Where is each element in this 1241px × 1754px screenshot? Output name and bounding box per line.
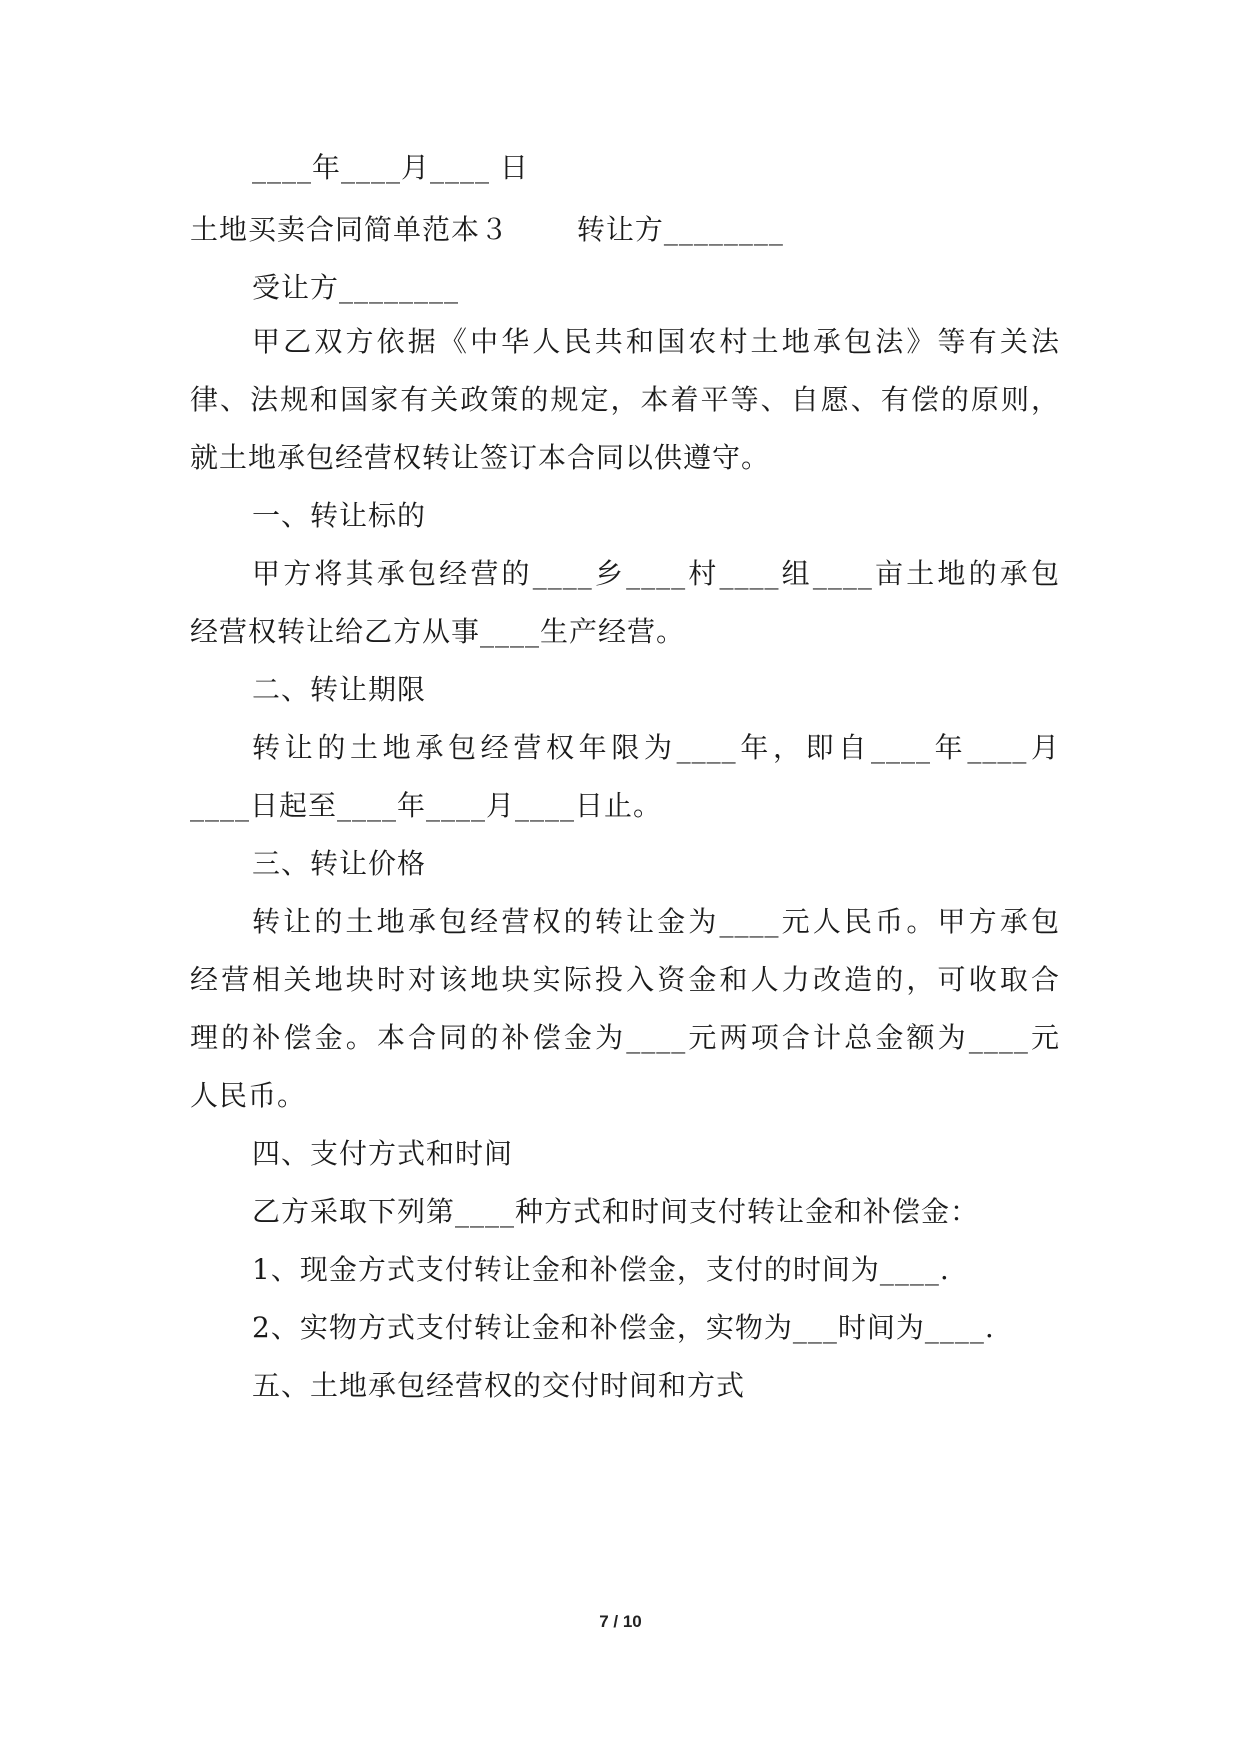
paragraph-line: 转让的土地承包经营权的转让金为____元人民币。甲方承包	[252, 905, 1060, 938]
paragraph-line: 甲方将其承包经营的____乡____村____组____亩土地的承包	[252, 557, 1060, 590]
paragraph-line: 理的补偿金。本合同的补偿金为____元两项合计总金额为____元	[190, 1021, 1060, 1054]
list-item: 2、实物方式支付转让金和补偿金，实物为___时间为____.	[252, 1311, 995, 1344]
paragraph-line: 甲乙双方依据《中华人民共和国农村土地承包法》等有关法	[252, 325, 1060, 358]
list-item: 1、现金方式支付转让金和补偿金，支付的时间为____.	[252, 1253, 950, 1286]
section-heading: 二、转让期限	[252, 673, 427, 706]
paragraph-line: 转让的土地承包经营权年限为____年，即自____年____月	[252, 731, 1060, 764]
paragraph-line: 经营权转让给乙方从事____生产经营。	[190, 615, 686, 648]
paragraph-line: 经营相关地块时对该地块实际投入资金和人力改造的，可收取合	[190, 963, 1060, 996]
paragraph-line: 人民币。	[190, 1079, 307, 1112]
paragraph-line: ____日起至____年____月____日止。	[190, 789, 663, 822]
paragraph-line: 就土地承包经营权转让签订本合同以供遵守。	[190, 441, 771, 474]
contract-title-line: 土地买卖合同简单范本３ 转让方________	[190, 213, 784, 246]
section-heading: 五、土地承包经营权的交付时间和方式	[252, 1369, 746, 1402]
paragraph-line: 乙方采取下列第____种方式和时间支付转让金和补偿金：	[252, 1195, 980, 1228]
section-heading: 三、转让价格	[252, 847, 427, 880]
transferee-line: 受让方________	[252, 271, 460, 304]
page-number: 7 / 10	[599, 1612, 642, 1631]
section-heading: 一、转让标的	[252, 499, 427, 532]
section-heading: 四、支付方式和时间	[252, 1137, 514, 1170]
date-line: ____年____月____ 日	[252, 151, 529, 184]
paragraph-line: 律、法规和国家有关政策的规定，本着平等、自愿、有偿的原则，	[190, 383, 1060, 416]
